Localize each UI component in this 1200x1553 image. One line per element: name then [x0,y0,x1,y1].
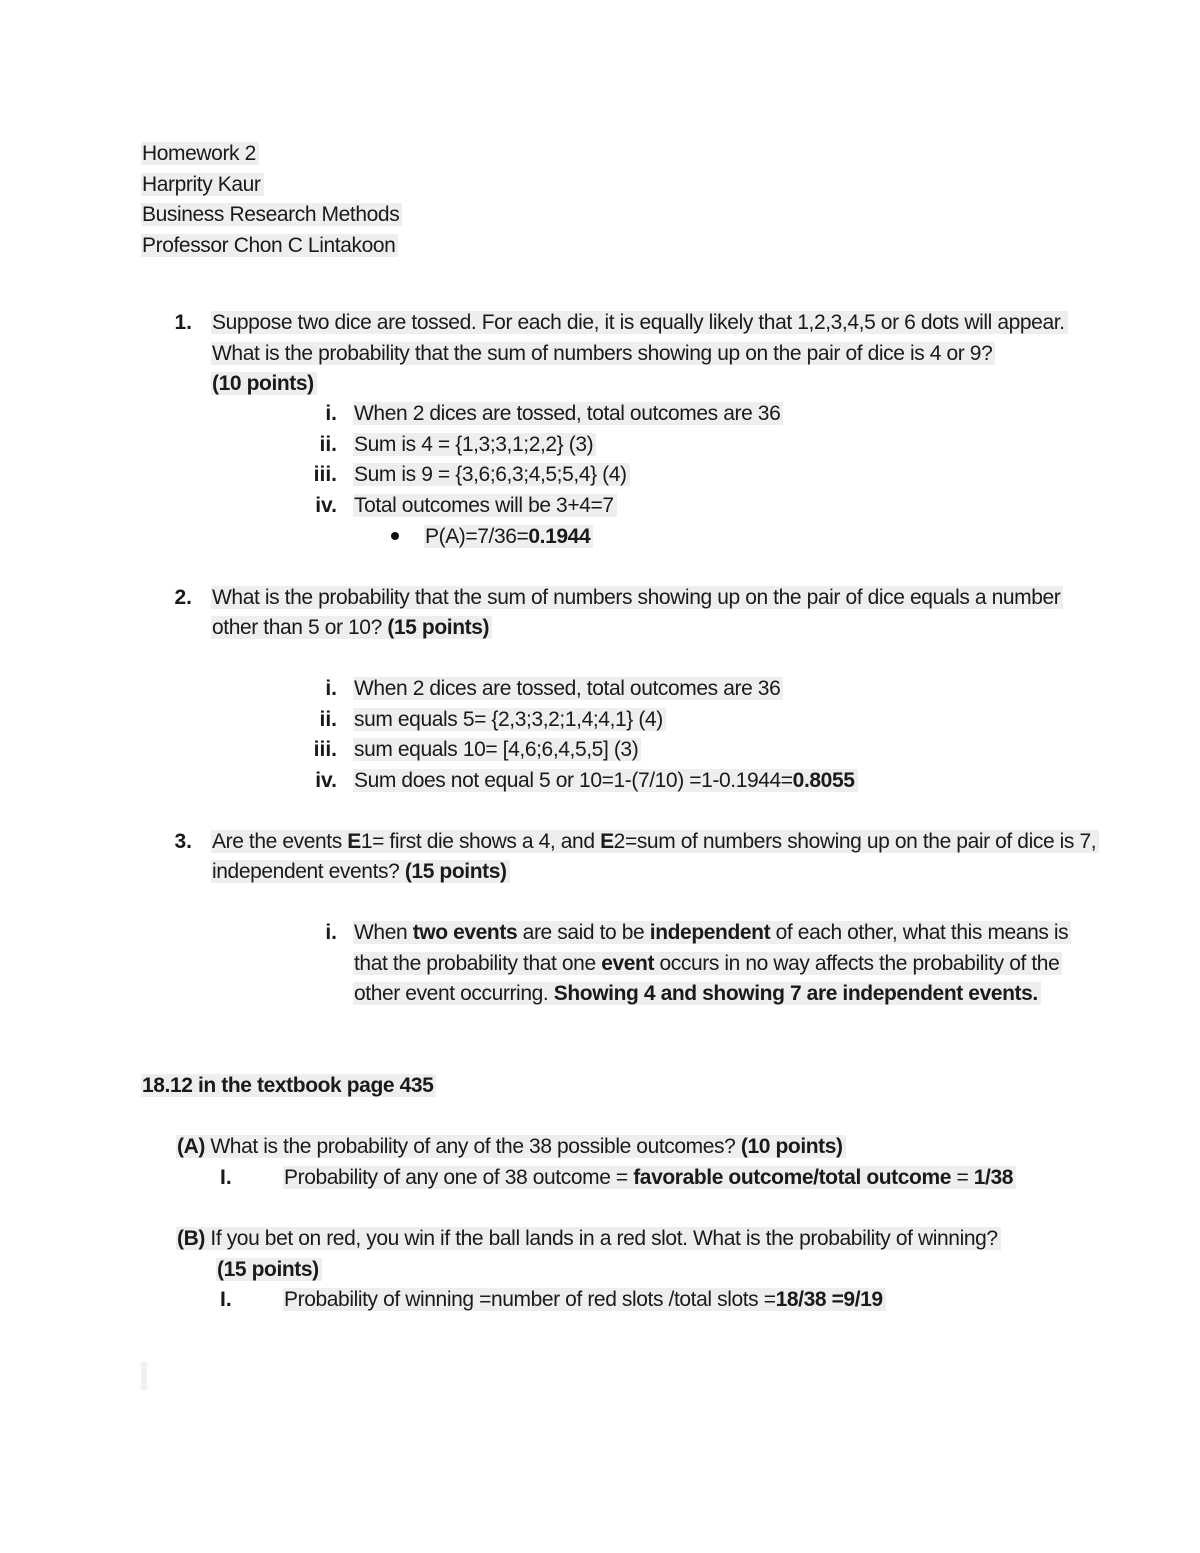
q3-text-line2: independent events? (15 points) [211,858,510,886]
q1-number: 1. [174,311,192,334]
q1-points: (10 points) [211,370,317,398]
q1-item-2-number: ii. [319,433,337,456]
q3-answer-line3: other event occurring. Showing 4 and showing 7 are independent events. [353,980,1041,1008]
header-line-student: Harprity Kaur [141,171,264,199]
q1-item-1-number: i. [325,402,337,425]
q1-item-3-number: iii. [313,463,337,486]
header-line-professor: Professor Chon C Lintakoon [141,232,398,260]
q1-item-2: Sum is 4 = {1,3;3,1;2,2} (3) [353,431,596,459]
q1-bullet-answer: P(A)=7/36=0.1944 [424,523,593,551]
qb-question: (B) If you bet on red, you win if the ball lands in a red slot. What is the probability of winning? [176,1225,1001,1253]
qb-answer: Probability of winning =number of red slots /total slots =18/38 =9/19 [283,1286,886,1314]
q3-text-line1: Are the events E1= first die shows a 4, and E2=sum of numbers showing up on the pair of dice is 7, [211,828,1099,856]
q2-text-line1: What is the probability that the sum of numbers showing up on the pair of dice equals a number [211,584,1063,612]
bullet-icon [391,532,399,540]
q3-answer-line2: that the probability that one event occurs in no way affects the probability of the [353,950,1062,978]
qb-points: (15 points) [216,1256,322,1284]
q2-text-line2: other than 5 or 10? (15 points) [211,614,492,642]
section-heading: 18.12 in the textbook page 435 [141,1072,436,1100]
q2-item-2: sum equals 5= {2,3;3,2;1,4;4,1} (4) [353,706,666,734]
q2-number: 2. [174,586,192,609]
q1-item-4-number: iv. [315,494,337,517]
q1-item-4: Total outcomes will be 3+4=7 [353,492,617,520]
q3-answer-line1: When two events are said to be independent of each other, what this means is [353,919,1071,947]
qb-item-number: I. [220,1288,232,1311]
qa-answer: Probability of any one of 38 outcome = favorable outcome/total outcome = 1/38 [283,1164,1016,1192]
q1-item-3: Sum is 9 = {3,6;6,3;4,5;5,4} (4) [353,461,630,489]
header-line-homework: Homework 2 [141,140,259,168]
q1-item-1: When 2 dices are tossed, total outcomes are 36 [353,400,783,428]
q2-item-3: sum equals 10= [4,6;6,4,5,5] (3) [353,736,641,764]
q3-number: 3. [174,830,192,853]
q1-text-line1: Suppose two dice are tossed. For each die, it is equally likely that 1,2,3,4,5 or 6 dots will appear. [211,309,1068,337]
q2-item-4-number: iv. [315,769,337,792]
qa-question: (A) What is the probability of any of the 38 possible outcomes? (10 points) [176,1133,846,1161]
q3-item-1-number: i. [325,921,337,944]
q2-item-4: Sum does not equal 5 or 10=1-(7/10) =1-0.1944=0.8055 [353,767,858,795]
q1-text-line2: What is the probability that the sum of numbers showing up on the pair of dice is 4 or 9? [211,340,995,368]
q2-item-2-number: ii. [319,708,337,731]
qa-item-number: I. [220,1166,232,1189]
q2-item-1-number: i. [325,677,337,700]
header-line-course: Business Research Methods [141,201,402,229]
empty-paragraph-mark [141,1362,147,1390]
q2-item-3-number: iii. [313,738,337,761]
q2-item-1: When 2 dices are tossed, total outcomes are 36 [353,675,783,703]
